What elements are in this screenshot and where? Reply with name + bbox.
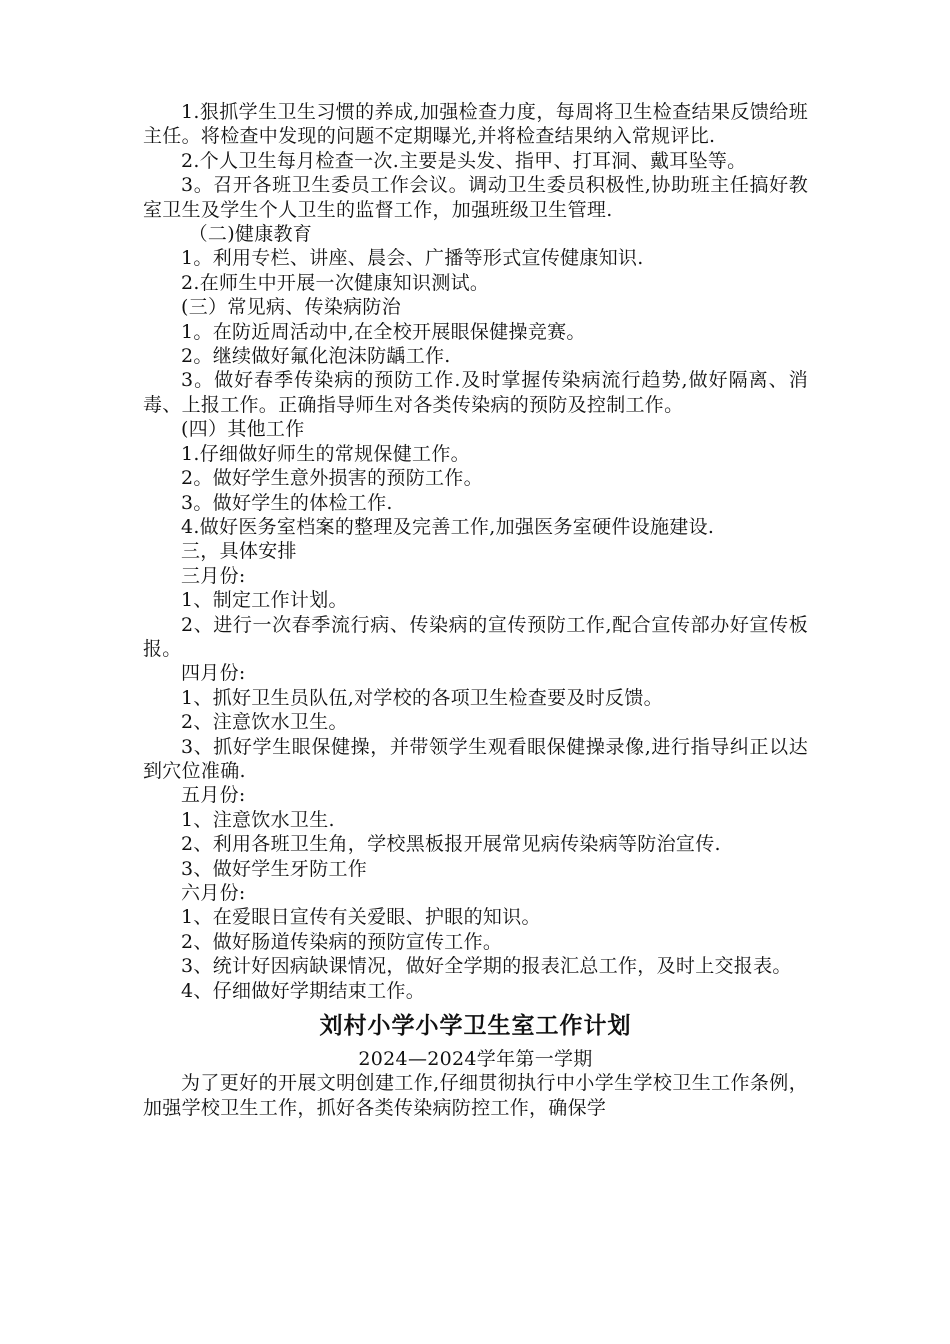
paragraph: 3、统计好因病缺课情况，做好全学期的报表汇总工作，及时上交报表。 <box>181 955 792 978</box>
paragraph: 1、注意饮水卫生. <box>181 808 335 831</box>
section-heading: 三，具体安排 <box>181 540 297 563</box>
month-heading: 五月份: <box>181 784 246 807</box>
paragraph: 2.个人卫生每月检查一次.主要是头发、指甲、打耳洞、戴耳坠等。 <box>181 149 747 172</box>
paragraph: 1.狠抓学生卫生习惯的养成,加强检查力度，每周将卫生检查结果反馈给班主任。将检查中发现的问题不定期曝光,并将检查结果纳入常规评比. <box>143 101 808 148</box>
paragraph: 4、仔细做好学期结束工作。 <box>181 979 425 1002</box>
section-heading: （二)健康教育 <box>188 223 313 246</box>
document-body <box>143 100 808 1120</box>
paragraph: 3。做好学生的体检工作. <box>181 491 393 514</box>
document-subtitle: 2024—2024学年第一学期 <box>358 1048 593 1071</box>
paragraph: 3。召开各班卫生委员工作会议。调动卫生委员积极性,协助班主任搞好教室卫生及学生个人卫生的监督工作，加强班级卫生管理. <box>143 174 808 221</box>
paragraph: 1、制定工作计划。 <box>181 589 348 612</box>
month-heading: 四月份: <box>181 662 246 685</box>
paragraph: 2、做好肠道传染病的预防宣传工作。 <box>181 930 503 953</box>
document-title: 刘村小学小学卫生室工作计划 <box>319 1013 632 1040</box>
section-heading: (四）其他工作 <box>181 418 305 441</box>
section-heading: (三）常见病、传染病防治 <box>181 296 402 319</box>
paragraph: 1、在爱眼日宣传有关爱眼、护眼的知识。 <box>181 906 541 929</box>
paragraph: 3、抓好学生眼保健操，并带领学生观看眼保健操录像,进行指导纠正以达到穴位准确. <box>143 735 808 782</box>
paragraph: 2、利用各班卫生角，学校黑板报开展常见病传染病等防治宣传. <box>181 833 721 856</box>
paragraph: 1、抓好卫生员队伍,对学校的各项卫生检查要及时反馈。 <box>181 686 663 709</box>
paragraph: 2。做好学生意外损害的预防工作。 <box>181 467 483 490</box>
paragraph: 2、注意饮水卫生。 <box>181 711 348 734</box>
month-heading: 三月份: <box>181 564 246 587</box>
paragraph: 1。利用专栏、讲座、晨会、广播等形式宣传健康知识. <box>181 247 644 270</box>
paragraph: 2、进行一次春季流行病、传染病的宣传预防工作,配合宣传部办好宣传板报。 <box>143 613 808 660</box>
paragraph: 1.仔细做好师生的常规保健工作。 <box>181 442 470 465</box>
paragraph: 4.做好医务室档案的整理及完善工作,加强医务室硬件设施建设. <box>181 515 715 538</box>
intro-paragraph: 为了更好的开展文明创建工作,仔细贯彻执行中小学生学校卫生工作条例，加强学校卫生工作，抓好各类传染病防控工作，确保学 <box>143 1072 808 1119</box>
paragraph: 3。做好春季传染病的预防工作.及时掌握传染病流行趋势,做好隔离、消毒、上报工作。正确指导师生对各类传染病的预防及控制工作。 <box>143 369 808 416</box>
paragraph: 2。继续做好氟化泡沫防龋工作. <box>181 345 451 368</box>
paragraph: 1。在防近周活动中,在全校开展眼保健操竞赛。 <box>181 320 586 343</box>
paragraph: 2.在师生中开展一次健康知识测试。 <box>181 271 490 294</box>
month-heading: 六月份: <box>181 882 246 904</box>
paragraph: 3、做好学生牙防工作 <box>181 857 368 880</box>
